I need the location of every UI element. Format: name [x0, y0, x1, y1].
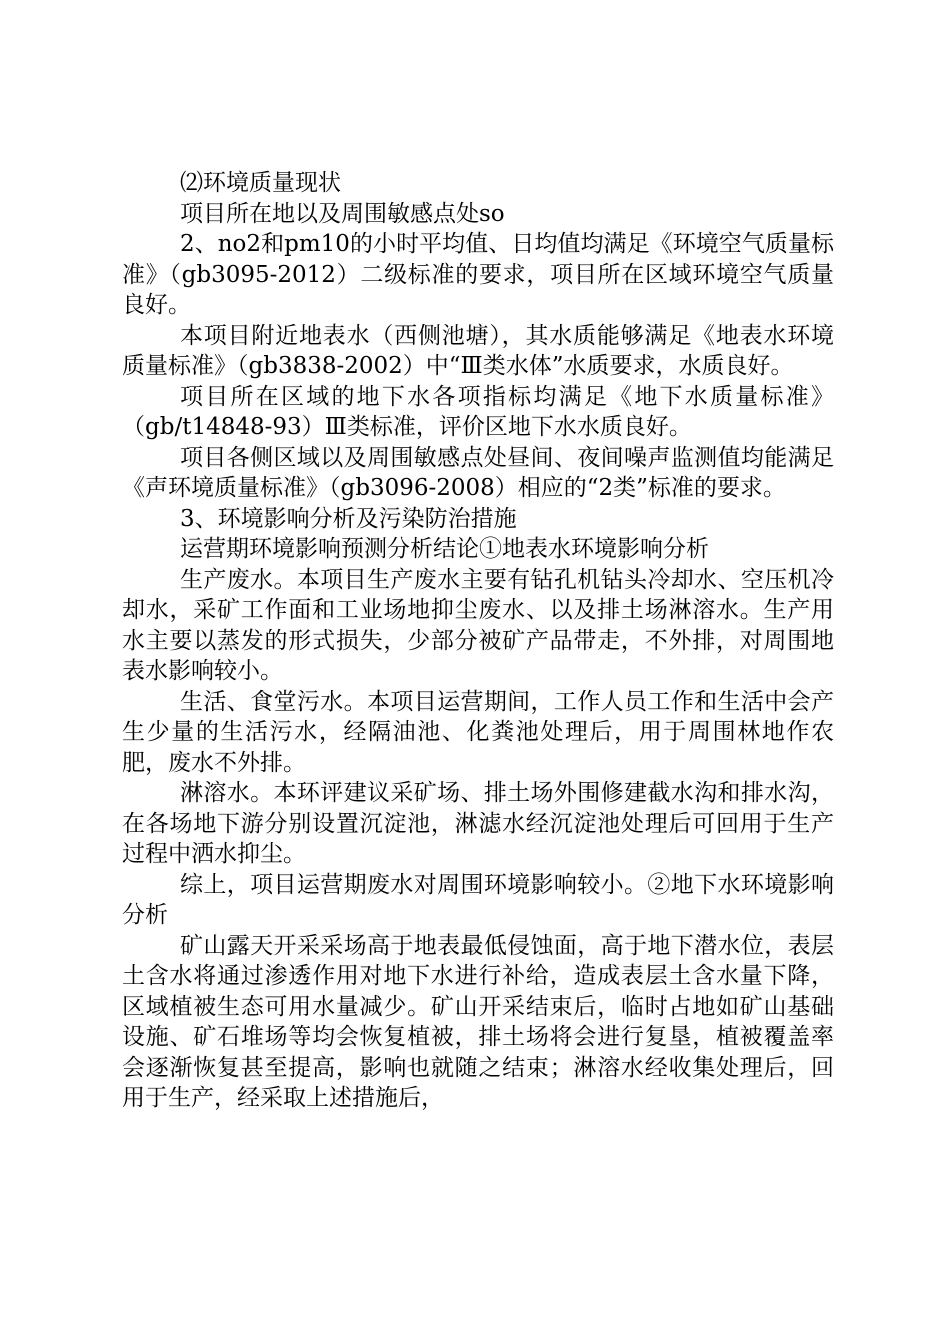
paragraph-surface-water: 本项目附近地表水（西侧池塘），其水质能够满足《地表水环境质量标准》（gb3838-2002）中“Ⅲ类水体”水质要求，水质良好。	[122, 322, 834, 379]
paragraph-leachate: 淋溶水。本环评建议采矿场、排土场外围修建截水沟和排水沟，在各场地下游分别设置沉淀池，淋滤水经沉淀池处理后可回用于生产过程中洒水抑尘。	[122, 780, 834, 867]
paragraph-noise: 项目各侧区域以及周围敏感点处昼间、夜间噪声监测值均能满足《声环境质量标准》（gb3096-2008）相应的“2类”标准的要求。	[122, 444, 834, 501]
paragraph-sensitive-points: 项目所在地以及周围敏感点处so	[180, 200, 505, 227]
paragraph-operation-conclusion: 运营期环境影响预测分析结论①地表水环境影响分析	[180, 536, 709, 562]
paragraph-production-wastewater: 生产废水。本项目生产废水主要有钻孔机钻头冷却水、空压机冷却水，采矿工作面和工业场地抑尘废水、以及排土场淋溶水。生产用水主要以蒸发的形式损失，少部分被矿产品带走，不外排，对周围地表水影响较小。	[122, 566, 834, 684]
paragraph-domestic-sewage: 生活、食堂污水。本项目运营期间，工作人员工作和生活中会产生少量的生活污水，经隔油池、化粪池处理后，用于周围林地作农肥，废水不外排。	[122, 688, 834, 776]
paragraph-mining-impact: 矿山露天开采采场高于地表最低侵蚀面，高于地下潜水位，表层土含水将通过渗透作用对地下水进行补给，造成表层土含水量下降，区域植被生态可用水量减少。矿山开采结束后，临时占地如矿山基础设施、矿石堆场等均会恢复植被，排土场将会进行复垦，植被覆盖率会逐渐恢复甚至提高，影响也就随之结束；淋溶水经收集处理后，回用于生产，经采取上述措施后，	[122, 932, 834, 1111]
paragraph-summary: 综上，项目运营期废水对周围环境影响较小。②地下水环境影响分析	[122, 871, 834, 928]
section-heading-environment-quality: ⑵环境质量现状	[180, 170, 341, 196]
paragraph-air-quality: 2、no2和pm10的小时平均值、日均值均满足《环境空气质量标准》（gb3095-2012）二级标准的要求，项目所在区域环境空气质量良好。	[122, 231, 834, 318]
document-page	[122, 168, 834, 1114]
section-heading-impact-analysis: 3、环境影响分析及污染防治措施	[180, 505, 517, 532]
paragraph-groundwater: 项目所在区域的地下水各项指标均满足《地下水质量标准》（gb/t14848-93）Ⅲ类标准，评价区地下水水质良好。	[122, 383, 834, 440]
